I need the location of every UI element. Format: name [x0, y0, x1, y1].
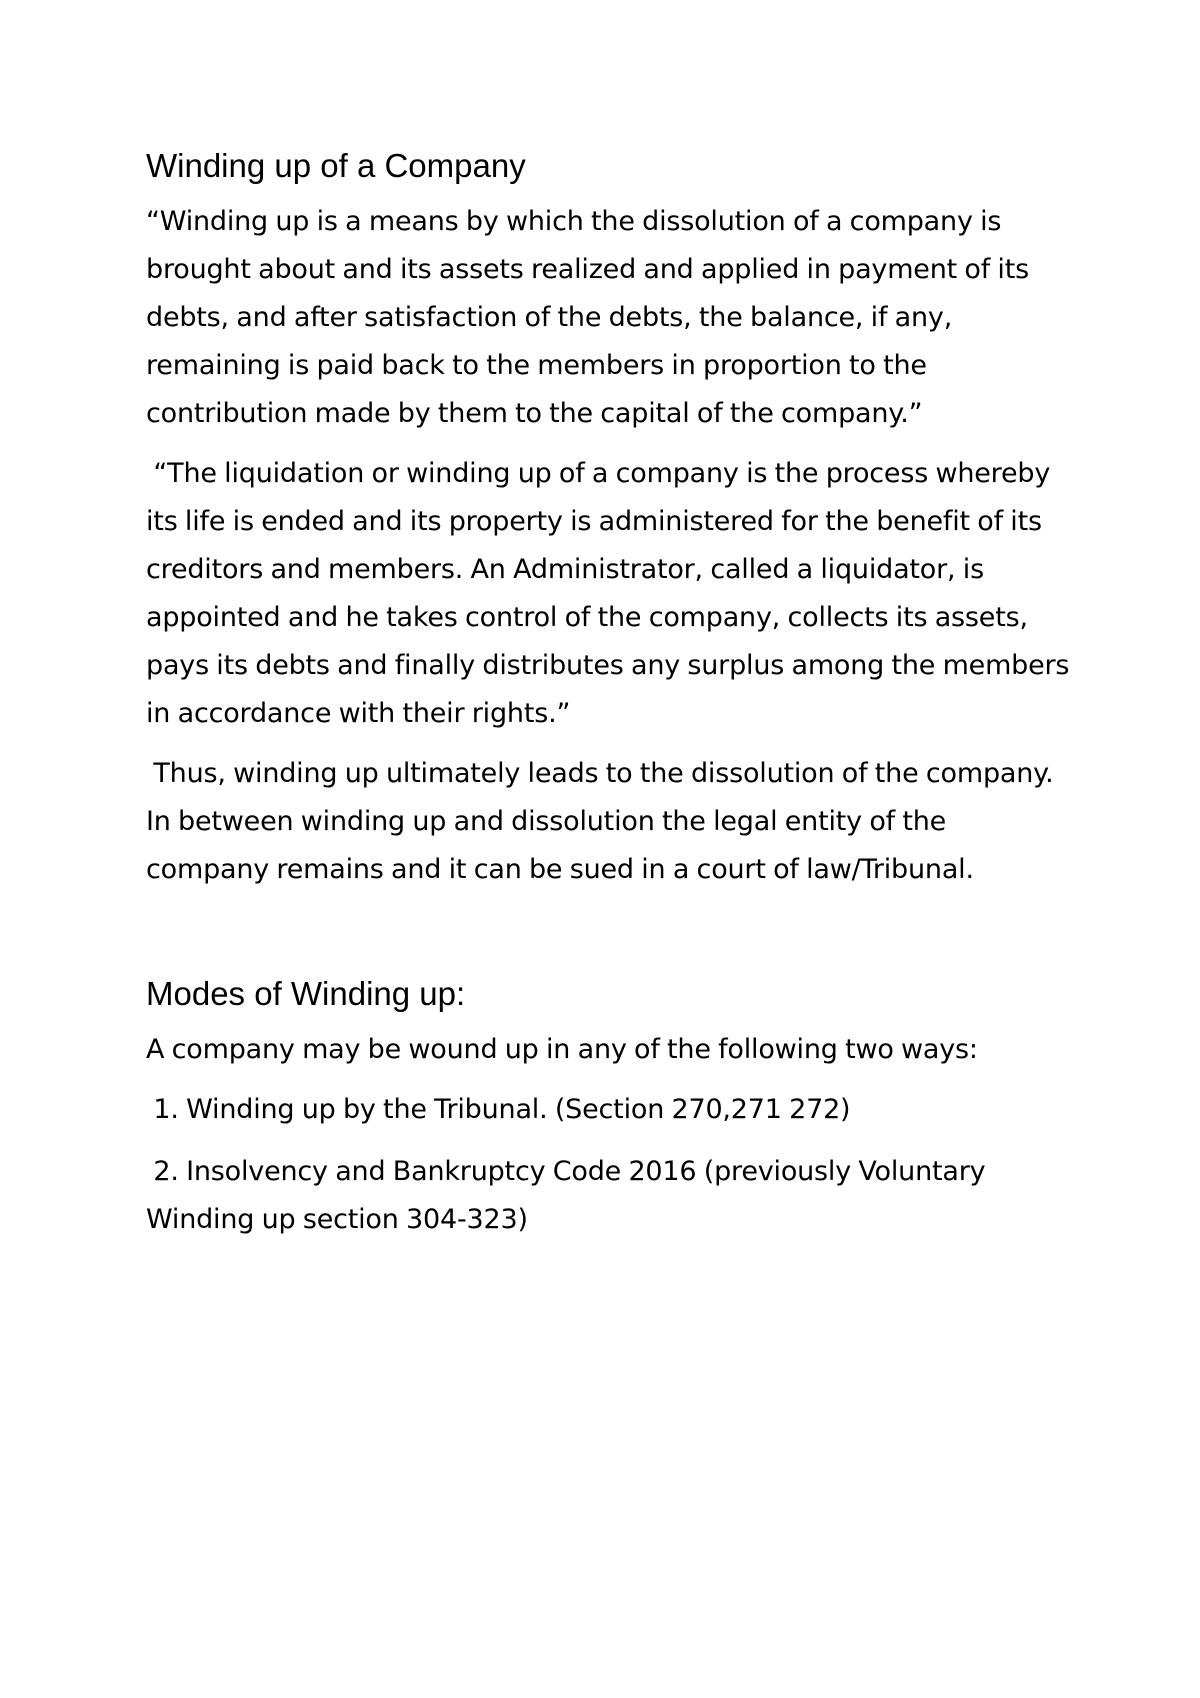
- section-spacer: [146, 906, 1076, 972]
- summary-paragraph: Thus, winding up ultimately leads to the dissolution of the company. In between winding up and dissolution the legal entity of the company remains and it can be sued in a court of law/Tribunal.: [146, 758, 1061, 885]
- list-item-insolvency: 2. Insolvency and Bankruptcy Code 2016 (previously Voluntary Winding up section 304-323): [146, 1156, 993, 1235]
- definition-paragraph-1: “Winding up is a means by which the dissolution of a company is brought about and its assets realized and applied in payment of its debts, and after satisfaction of the debts, the balance, if any, remaining is paid back to the members in proportion to the contribution made by them to the capital of the company.”: [146, 206, 1029, 429]
- section-heading-winding-up: Winding up of a Company: [146, 147, 526, 184]
- document-body: [146, 144, 1076, 1258]
- section-heading-modes: Modes of Winding up:: [146, 975, 466, 1012]
- list-item-tribunal: 1. Winding up by the Tribunal. (Section 270,271 272): [146, 1094, 851, 1125]
- definition-paragraph-2: “The liquidation or winding up of a company is the process whereby its life is ended and its property is administered for the benefit of its creditors and members. An Administrator, called a liquidator, is appointed and he takes control of the company, collects its assets, pays its debts and finally distributes any surplus among the members in accordance with their rights.”: [146, 458, 1077, 729]
- modes-intro-paragraph: A company may be wound up in any of the following two ways:: [146, 1034, 978, 1065]
